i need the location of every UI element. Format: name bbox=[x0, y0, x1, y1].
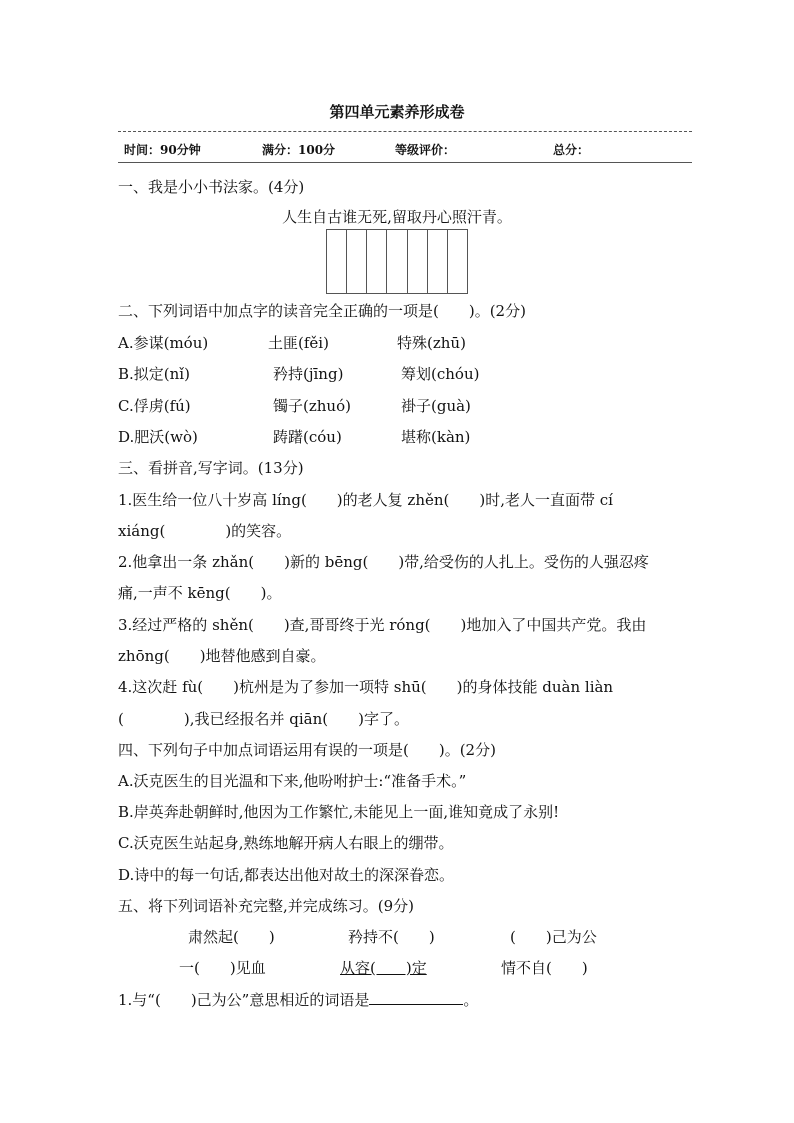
q2-option-d-2: 踌躇(cóu) bbox=[273, 428, 342, 446]
q3-heading: 三、看拼音,写字词。(13分) bbox=[118, 459, 304, 477]
q4-option-a: A.沃克医生的目光温和下来,他吩咐护士:“准备手术。” bbox=[118, 772, 467, 790]
q2-option-b-1: B.拟定(nǐ) bbox=[118, 365, 190, 383]
q3-line: xiáng( )的笑容。 bbox=[118, 522, 292, 540]
q5-sub1-end: 。 bbox=[463, 991, 479, 1009]
grid-cell[interactable] bbox=[327, 230, 347, 293]
q2-option-c-1: C.俘虏(fú) bbox=[118, 397, 191, 415]
full-score-label: 满分：100分 bbox=[262, 143, 336, 157]
q3-line: 1.医生给一位八十岁高 líng( )的老人复 zhěn( )时,老人一直面带 cí bbox=[118, 491, 613, 509]
grid-cell[interactable] bbox=[448, 230, 467, 293]
q4-heading: 四、下列句子中加点词语运用有误的一项是( )。(2分) bbox=[118, 741, 496, 759]
q4-option-b: B.岸英奔赴朝鲜时,他因为工作繁忙,未能见上一面,谁知竟成了永别! bbox=[118, 803, 560, 821]
time-label: 时间：90分钟 bbox=[124, 143, 201, 157]
q2-option-d-3: 堪称(kàn) bbox=[401, 428, 471, 446]
q5-sub1 bbox=[118, 988, 478, 1010]
q5-word: 一( )见血 bbox=[179, 959, 266, 977]
q3-line: 2.他拿出一条 zhǎn( )新的 bēng( )带,给受伤的人扎上。受伤的人强忍疼 bbox=[118, 553, 649, 571]
q1-poem: 人生自古谁无死,留取丹心照汗青。 bbox=[282, 208, 512, 226]
header-divider-solid bbox=[118, 162, 692, 163]
q4-option-c: C.沃克医生站起身,熟练地解开病人右眼上的绷带。 bbox=[118, 834, 454, 852]
q5-word: 矜持不( ) bbox=[348, 928, 435, 946]
q3-line: ( ),我已经报名并 qiān( )字了。 bbox=[118, 710, 409, 728]
header-divider-dashed bbox=[118, 131, 692, 132]
grid-cell[interactable] bbox=[428, 230, 448, 293]
q4-option-d: D.诗中的每一句话,都表达出他对故土的深深眷恋。 bbox=[118, 866, 455, 884]
page-title: 第四单元素养形成卷 bbox=[329, 103, 465, 121]
total-score-label: 总分： bbox=[553, 143, 590, 157]
grid-cell[interactable] bbox=[347, 230, 367, 293]
q3-line: 痛,一声不 kēng( )。 bbox=[118, 584, 282, 602]
grid-cell[interactable] bbox=[387, 230, 407, 293]
q5-sub1-text: 1.与“( )己为公”意思相近的词语是 bbox=[118, 991, 370, 1009]
calligraphy-grid[interactable] bbox=[326, 229, 468, 294]
q2-option-d-1: D.肥沃(wò) bbox=[118, 428, 198, 446]
q3-line: 4.这次赶 fù( )杭州是为了参加一项特 shū( )的身体技能 duàn liàn bbox=[118, 678, 614, 696]
q5-word: 肃然起( ) bbox=[188, 928, 275, 946]
q5-heading: 五、将下列词语补充完整,并完成练习。(9分) bbox=[118, 897, 415, 915]
q2-option-c-2: 镯子(zhuó) bbox=[273, 397, 351, 415]
q2-option-a-1: A.参谋(móu) bbox=[118, 334, 209, 352]
q2-option-b-3: 筹划(chóu) bbox=[401, 365, 480, 383]
q2-option-c-3: 褂子(guà) bbox=[401, 397, 471, 415]
q2-option-a-2: 土匪(fěi) bbox=[268, 334, 329, 352]
q1-heading: 一、我是小小书法家。(4分) bbox=[118, 178, 305, 196]
q5-word-underlined: 从容( )定 bbox=[340, 959, 427, 977]
grade-label: 等级评价： bbox=[395, 143, 456, 157]
grid-cell[interactable] bbox=[408, 230, 428, 293]
q2-option-a-3: 特殊(zhū) bbox=[397, 334, 466, 352]
q3-line: zhōng( )地替他感到自豪。 bbox=[118, 647, 326, 665]
answer-blank[interactable] bbox=[369, 988, 463, 1005]
q5-word: 情不自( ) bbox=[501, 959, 588, 977]
q2-heading: 二、下列词语中加点字的读音完全正确的一项是( )。(2分) bbox=[118, 302, 526, 320]
q3-line: 3.经过严格的 shěn( )查,哥哥终于光 róng( )地加入了中国共产党。我由 bbox=[118, 616, 647, 634]
q5-word: ( )己为公 bbox=[510, 928, 597, 946]
grid-cell[interactable] bbox=[367, 230, 387, 293]
q2-option-b-2: 矜持(jīng) bbox=[273, 365, 344, 383]
